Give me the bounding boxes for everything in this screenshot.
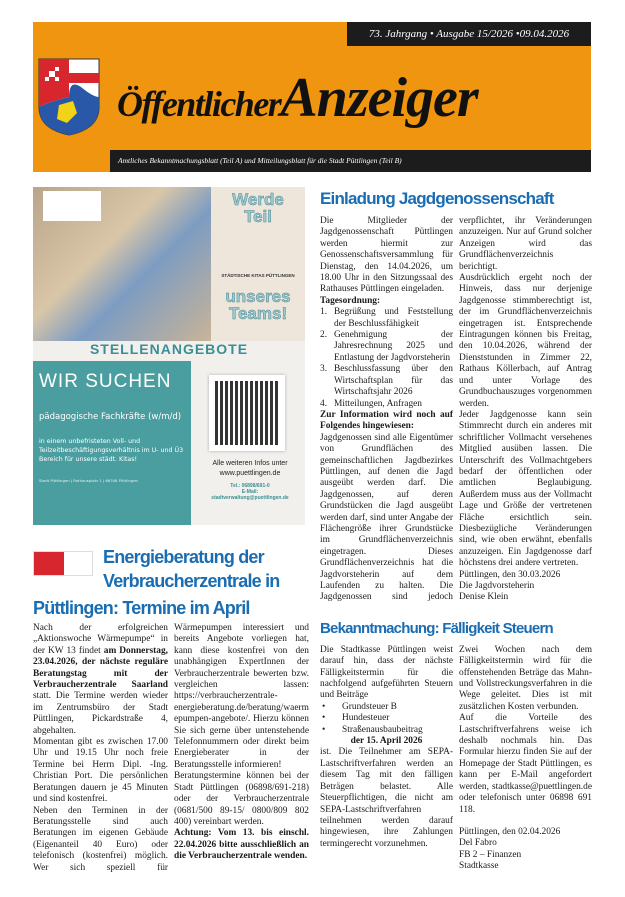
job-offers-heading: STELLENANGEBOTE xyxy=(89,341,249,357)
agenda-item: 2. Genehmigung der Jahresrechnung 2025 und Entlastung der Jagdvorsteherin xyxy=(320,330,453,363)
kita-photo xyxy=(33,187,211,341)
tax-item: • Straßenausbaubeitrag xyxy=(320,725,453,736)
issue-info: 73. Jahrgang • Ausgabe 15/2026 •09.04.2026 xyxy=(347,22,591,46)
steuern-headline: Bekanntmachung: Fälligkeit Steuern xyxy=(320,619,553,637)
energie-headline: Energieberatung der Verbraucherzentrale in xyxy=(103,547,280,591)
phone: Tel.: 06898/691-0 xyxy=(230,483,270,489)
newspaper-subtitle: Amtliches Bekanntmachungsblatt (Teil A) und Mitteilungsblatt für die Stadt Püttlingen (Teil B) xyxy=(110,150,591,172)
energie-article-text: Nach der erfolgreichen „Aktionswoche Wärmepumpe“ in der KW 13 findet am Donnerstag, 23.04.2026, der nächste reguläre Beratungstag mit der Verbraucherzentrale Saarland statt. Die Termine werden wieder im Zentrumsbüro der Stadt Püttlingen, Pickardstraße 4, abgehalten. Momentan gibt es zwischen 17.00 Uhr und 19.15 Uhr noch freie Termine bei Herrn Dipl. -Ing. Christian Port. Die persönlichen Beratungen dauern je 45 Minuten und sind kostenfrei. Neben den Terminen in der Beratungsstelle sind auch Beratungen im eigenen Gebäude (Eigenanteil 40 Euro) oder telefonisch (kostenfrei) möglich. Wer sich speziell für Wärmepumpen interessiert und bereits Angebote vorliegen hat, kann diese kostenfrei von den unabhängigen ExpertInnen der Verbraucherzentrale bewerten bzw. vergleichen lassen: https://verbraucherzentrale-energieberatung.de/beratung/waermepumpen-angebote/. Hierzu können Sie sich gerne über untenstehende Telefonnummern oder direkt beim Energieberater in der Beratungsstelle informieren! Beratungstermine können bei der Stadt Püttlingen (06898/691-218) oder der Verbraucherzentrale (0681/500 89-15/ 0800/809 802 400) vereinbart werden. Achtung: Vom 13. bis einschl. 22.04.2026 bitte ausschließlich an die Verbraucherzentrale wenden. xyxy=(33,623,309,873)
steuern-article-text: Die Stadtkasse Püttlingen weist darauf hin, dass der nächste Fälligkeitstermin für die nachfolgend aufgeführten Steuern und Beiträge • Grundsteuer B • Hundesteuer • Straßenausbaubeitrag der 15. April 2026 ist. Die Teilnehmer am SEPA-Lastschriftverfahren werden an diesem Tag mit den fälligen Beträgen belastet. Alle Steuerpflichtigen, die nicht am SEPA-Lastschriftverfahren teilnehmen werden darauf hingewiesen, ihre Zahlungen termingerecht vorzunehmen. Zwei Wochen nach dem Fälligkeitstermin wird für die offenstehenden Beträge das Mahn- und Vollstreckungsverfahren in die Wege geleitet. Dies ist mit zusätzlichen Kosten verbunden. Auf die Vorteile des Lastschriftverfahrens weise ich deshalb nochmals hin. Das Formular hierzu finden Sie auf der Homepage der Stadt Püttlingen, es kann per E-Mail angefordert werden, stadtkasse@puettlingen.de oder telefonisch unter 06898 691 118. Püttlingen, den 02.04.2026 Del Fabro FB 2 – Finanzen Stadtkasse xyxy=(320,645,592,873)
newspaper-title: ÖffentlicherAnzeiger xyxy=(117,67,478,129)
verbraucherzentrale-logo xyxy=(33,551,93,576)
jagd-article-text: Die Mitglieder der Jagdgenossenschaft Püttlingen werden hiermit zur Genossenschaftsversammlung für Dienstag, den 14.04.2026, um 18.00 Uhr in den Sitzungssaal des Rathauses Püttlingen eingeladen. Tagesordnung: 1. Begrüßung und Feststellung der Beschlussfähigkeit 2. Genehmigung der Jahresrechnung 2025 und Entlastung der Jagdvorsteherin 3. Beschlussfassung über den Wirtschaftsplan für das Wirtschaftsjahr 2026 4. Mitteilungen, Anfragen Zur Information wird noch auf Folgendes hingewiesen: Jagdgenossen sind alle Eigentümer von Grundflächen des gemeinschaftlichen Jagdbezirkes Püttlingen, auf denen die Jagd ausgeübt werden darf. Die Jagdgenossen, auf deren Grundstücken die Jagd ausgeübt werden darf, sind unter Angabe der Flächengröße ihrer Grundstücke im Grundflächenverzeichnis eingetragen. Dieses Grundflächenverzeichnis hat die Jagdvorsteherin auf dem Laufenden zu halten. Die Jagdgenossen sind jedoch verpflichtet, ihr Veränderungen anzuzeigen. Nur auf Grund solcher Anzeigen wird das Grundflächenverzeichnis berichtigt. Ausdrücklich ergeht noch der Hinweis, dass nur derjenige Jagdgenosse stimmberechtigt ist, der im Grundflächenverzeichnis eingetragen ist. Entsprechende Eintragungen können bis Freitag, den 10.04.2026, während der Dienststunden in Zimmer 22, Rathaus Köllerbach, auf Antrag und unter Vorlage des Grundbuchauszuges vorgenommen werden. Jeder Jagdgenosse kann sein Stimmrecht durch ein anderes mit schriftlicher Vollmacht versehenes Mitglied ausüben lassen. Die Unterschrift des Vollmachtgebers bedarf der öffentlichen oder amtlichen Beglaubigung. Außerdem muss aus der Vollmacht Lage und Größe der vertretenen Fläche ersichtlich sein. Diesbezügliche Veränderungen sind, wie oben erwähnt, ebenfalls anzuzeigen. Ein Jagdgenosse darf höchstens drei andere vertreten. Püttlingen, den 30.03.2026 Die Jagdvorsteherin Denise Klein xyxy=(320,216,592,603)
email-link[interactable]: stadtverwaltung@puettlingen.de xyxy=(211,495,289,501)
right-column xyxy=(320,188,592,873)
city-logo xyxy=(43,191,101,221)
coat-of-arms-icon xyxy=(37,57,101,137)
tax-item: • Hundesteuer xyxy=(320,713,453,724)
jagd-headline: Einladung Jagdgenossenschaft xyxy=(320,189,554,208)
energie-header xyxy=(33,545,309,623)
info-text: Alle weiteren Infos unter www.puettlingen.de xyxy=(212,460,288,477)
energie-headline-line3: Püttlingen: Termine im April xyxy=(33,598,250,618)
steuern-signature: Püttlingen, den 02.04.2026 Del Fabro FB 2 – Finanzen Stadtkasse xyxy=(459,826,561,872)
job-details-panel: WIR SUCHEN pädagogische Fachkräfte (w/m/d) in einem unbefristeten Voll- und Teilzeitbeschäftigungsverhältnis im U- und Ü3 Bereich für unsere städt. Kitas! Stadt Püttlingen | Rathausplatz 1 | 66346 Püttlingen xyxy=(33,361,191,525)
jagd-signature: Püttlingen, den 30.03.2026 Die Jagdvorsteherin Denise Klein xyxy=(459,569,561,603)
due-date: der 15. April 2026 xyxy=(350,736,423,747)
agenda-item: 1. Begrüßung und Feststellung der Beschlussfähigkeit xyxy=(320,307,453,329)
agenda-item: 4. Mitteilungen, Anfragen xyxy=(320,398,422,409)
agenda-list xyxy=(320,307,453,410)
job-advertisement: Werde Teil STÄDTISCHE KITAS PÜTTLINGEN unseres Teams! STELLENANGEBOTE WIR SUCHEN pädagogische Fachkräfte (w/m/d) in einem unbefristeten Voll- und Teilzeitbeschäftigungsverhältnis im U- und Ü3 Bereich für unsere städt. Kitas! Stadt Püttlingen | Rathausplatz 1 | 66346 Püttlingen Alle weiteren Infos unter www.puettlingen.de Tel.: 06898/691-0 E-Mail: stadtverwaltung@puettlingen.de xyxy=(33,187,305,525)
left-column xyxy=(33,187,309,874)
masthead xyxy=(33,22,591,172)
kita-graphic: Werde Teil STÄDTISCHE KITAS PÜTTLINGEN unseres Teams! xyxy=(211,187,305,341)
tax-list xyxy=(320,702,453,736)
tax-item: • Grundsteuer B xyxy=(320,702,453,713)
agenda-item: 3. Beschlussfassung über den Wirtschaftsplan für das Wirtschaftsjahr 2026 xyxy=(320,364,453,398)
qr-code[interactable] xyxy=(209,375,285,451)
